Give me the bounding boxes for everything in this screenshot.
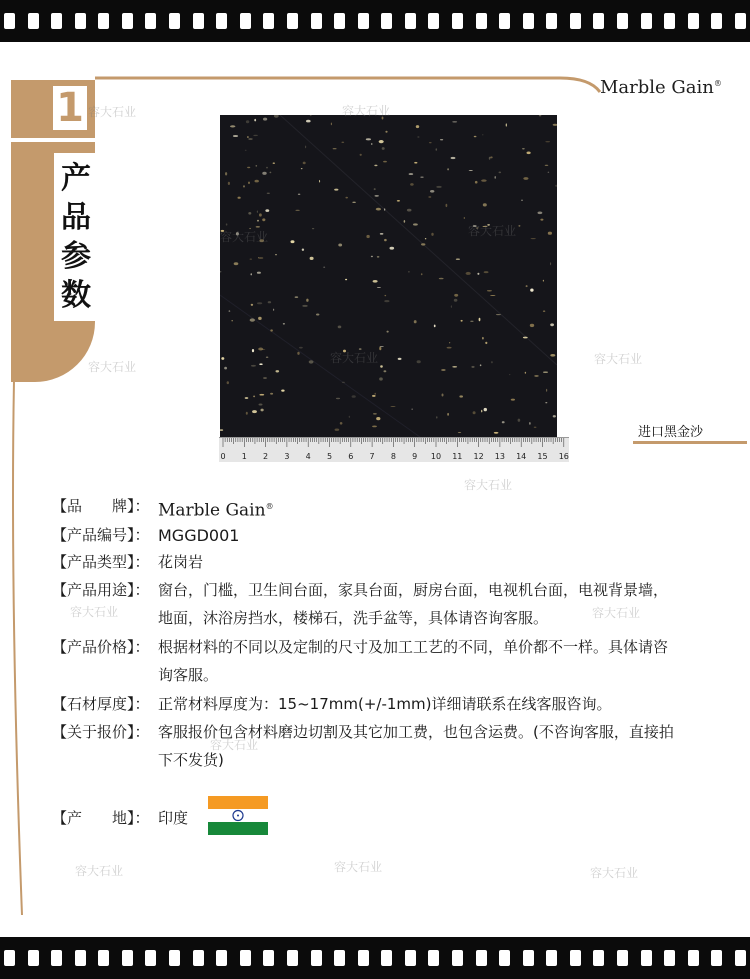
- film-hole: [75, 13, 86, 29]
- film-hole: [452, 950, 463, 966]
- section-title-char: 参: [61, 238, 91, 274]
- watermark: 容大石业: [342, 104, 391, 118]
- spec-label: 【产品类型】：: [52, 553, 150, 571]
- ruler-tick-label: 10: [430, 452, 442, 461]
- film-strip-bottom: [0, 937, 750, 979]
- ruler-tick-label: 12: [473, 452, 484, 461]
- film-hole: [617, 13, 628, 29]
- film-hole: [28, 950, 39, 966]
- film-hole: [688, 950, 699, 966]
- film-hole: [122, 13, 133, 29]
- film-hole: [334, 13, 345, 29]
- film-strip-top: [0, 0, 750, 42]
- ruler-tick-label: 9: [412, 452, 418, 461]
- watermark: 容大石业: [210, 738, 259, 752]
- ruler-tick-label: 4: [305, 452, 311, 461]
- film-hole: [334, 950, 345, 966]
- film-hole: [98, 950, 109, 966]
- film-hole: [664, 950, 675, 966]
- caption-underline: [633, 441, 747, 444]
- film-hole: [476, 950, 487, 966]
- spec-label: 【产 地】：: [52, 809, 150, 827]
- film-hole: [617, 950, 628, 966]
- ruler-tick-label: 0: [220, 452, 226, 461]
- film-hole: [193, 950, 204, 966]
- film-hole: [169, 950, 180, 966]
- section-title-char: 数: [61, 277, 91, 313]
- film-hole: [570, 950, 581, 966]
- spec-label: 【关于报价】：: [52, 723, 150, 741]
- watermark: 容大石业: [330, 351, 379, 365]
- section-title-char: 品: [61, 199, 91, 235]
- film-hole: [570, 13, 581, 29]
- film-hole: [169, 13, 180, 29]
- section-title: [54, 153, 98, 321]
- film-hole: [711, 13, 722, 29]
- ruler-tick-label: 3: [284, 452, 290, 461]
- ruler-tick-label: 2: [263, 452, 269, 461]
- film-hole: [240, 13, 251, 29]
- spec-label: 【石材厚度】：: [52, 695, 150, 713]
- film-hole: [546, 13, 557, 29]
- section-title-char: 产: [61, 160, 91, 196]
- film-hole: [523, 13, 534, 29]
- film-hole: [499, 13, 510, 29]
- watermark: 容大石业: [592, 606, 641, 620]
- spec-value-price: 根据材料的不同以及定制的尺寸及加工工艺的不同，单价都不一样。具体请咨: [158, 638, 669, 656]
- watermark: 容大石业: [88, 105, 137, 119]
- watermark: 容大石业: [220, 230, 269, 244]
- film-hole: [405, 950, 416, 966]
- spec-label: 【产品编号】：: [52, 526, 150, 544]
- ruler-tick-label: 14: [516, 452, 527, 461]
- film-hole: [311, 950, 322, 966]
- film-hole: [641, 950, 652, 966]
- film-hole: [51, 13, 62, 29]
- film-hole: [145, 950, 156, 966]
- ruler-tick-label: 11: [452, 452, 463, 461]
- film-hole: [688, 13, 699, 29]
- spec-value-usage-cont: 地面，沐浴房挡水，楼梯石，洗手盆等，具体请咨询客服。: [158, 609, 549, 627]
- watermark: 容大石业: [88, 360, 137, 374]
- spec-value-thickness: 正常材料厚度为：15~17mm(+/-1mm)详细请联系在线客服咨询。: [158, 695, 612, 713]
- spec-label: 【产品用途】：: [52, 581, 150, 599]
- ruler-tick-label: 8: [390, 452, 396, 461]
- film-hole: [287, 13, 298, 29]
- spec-value-price-cont: 询客服。: [158, 666, 219, 684]
- film-hole: [476, 13, 487, 29]
- film-hole: [358, 950, 369, 966]
- ruler-tick-label: 16: [558, 452, 569, 461]
- film-hole: [381, 950, 392, 966]
- watermark: 容大石业: [590, 866, 639, 880]
- granite-texture: [220, 115, 557, 437]
- spec-value-type: 花岗岩: [158, 553, 204, 571]
- film-hole: [75, 950, 86, 966]
- spec-value-brand: Marble Gain®: [158, 500, 274, 521]
- watermark: 容大石业: [334, 860, 383, 874]
- film-hole: [358, 13, 369, 29]
- film-hole: [593, 950, 604, 966]
- film-hole: [122, 950, 133, 966]
- ruler-tick-label: 7: [369, 452, 375, 461]
- film-hole: [546, 950, 557, 966]
- film-hole: [263, 950, 274, 966]
- film-hole: [523, 950, 534, 966]
- film-hole: [4, 13, 15, 29]
- ruler-tick-label: 15: [537, 452, 548, 461]
- spec-value-code: MGGD001: [158, 526, 240, 545]
- film-hole: [216, 950, 227, 966]
- film-hole: [193, 13, 204, 29]
- film-hole: [641, 13, 652, 29]
- film-hole: [263, 13, 274, 29]
- spec-label: 【产品价格】：: [52, 638, 150, 656]
- india-flag-icon: [208, 796, 268, 835]
- spec-value-usage: 窗台，门槛，卫生间台面，家具台面，厨房台面，电视机台面，电视背景墙，: [158, 581, 669, 599]
- film-hole: [664, 13, 675, 29]
- film-hole: [735, 13, 746, 29]
- measuring-ruler: [219, 437, 569, 462]
- film-hole: [452, 13, 463, 29]
- spec-value-quote-cont: 下不发货): [158, 751, 224, 769]
- film-hole: [4, 950, 15, 966]
- film-hole: [711, 950, 722, 966]
- film-hole: [287, 950, 298, 966]
- watermark: 容大石业: [75, 864, 124, 878]
- film-hole: [216, 13, 227, 29]
- film-hole: [428, 13, 439, 29]
- film-hole: [499, 950, 510, 966]
- ruler-tick-label: 5: [326, 452, 333, 461]
- watermark: 容大石业: [70, 605, 119, 619]
- film-hole: [428, 950, 439, 966]
- film-hole: [240, 950, 251, 966]
- film-hole: [28, 13, 39, 29]
- watermark: 容大石业: [594, 352, 643, 366]
- ruler-tick-label: 13: [494, 452, 505, 461]
- product-photo: [220, 115, 557, 437]
- film-hole: [735, 950, 746, 966]
- film-hole: [405, 13, 416, 29]
- ruler-tick-label: 6: [348, 452, 354, 461]
- film-hole: [311, 13, 322, 29]
- brand-logo: Marble Gain®: [600, 77, 722, 98]
- ruler-tick-label: 1: [241, 452, 247, 461]
- product-caption: 进口黑金沙: [638, 425, 704, 440]
- film-hole: [51, 950, 62, 966]
- film-hole: [593, 13, 604, 29]
- spec-label: 【品 牌】：: [52, 497, 150, 515]
- spec-value-origin: 印度: [158, 809, 189, 827]
- watermark: 容大石业: [468, 224, 517, 238]
- film-hole: [98, 13, 109, 29]
- section-number: 1: [53, 86, 87, 130]
- spec-value-quote: 客服报价包含材料磨边切割及其它加工费，也包含运费。(不咨询客服，直接拍: [158, 723, 674, 741]
- film-hole: [381, 13, 392, 29]
- watermark: 容大石业: [464, 478, 513, 492]
- film-hole: [145, 13, 156, 29]
